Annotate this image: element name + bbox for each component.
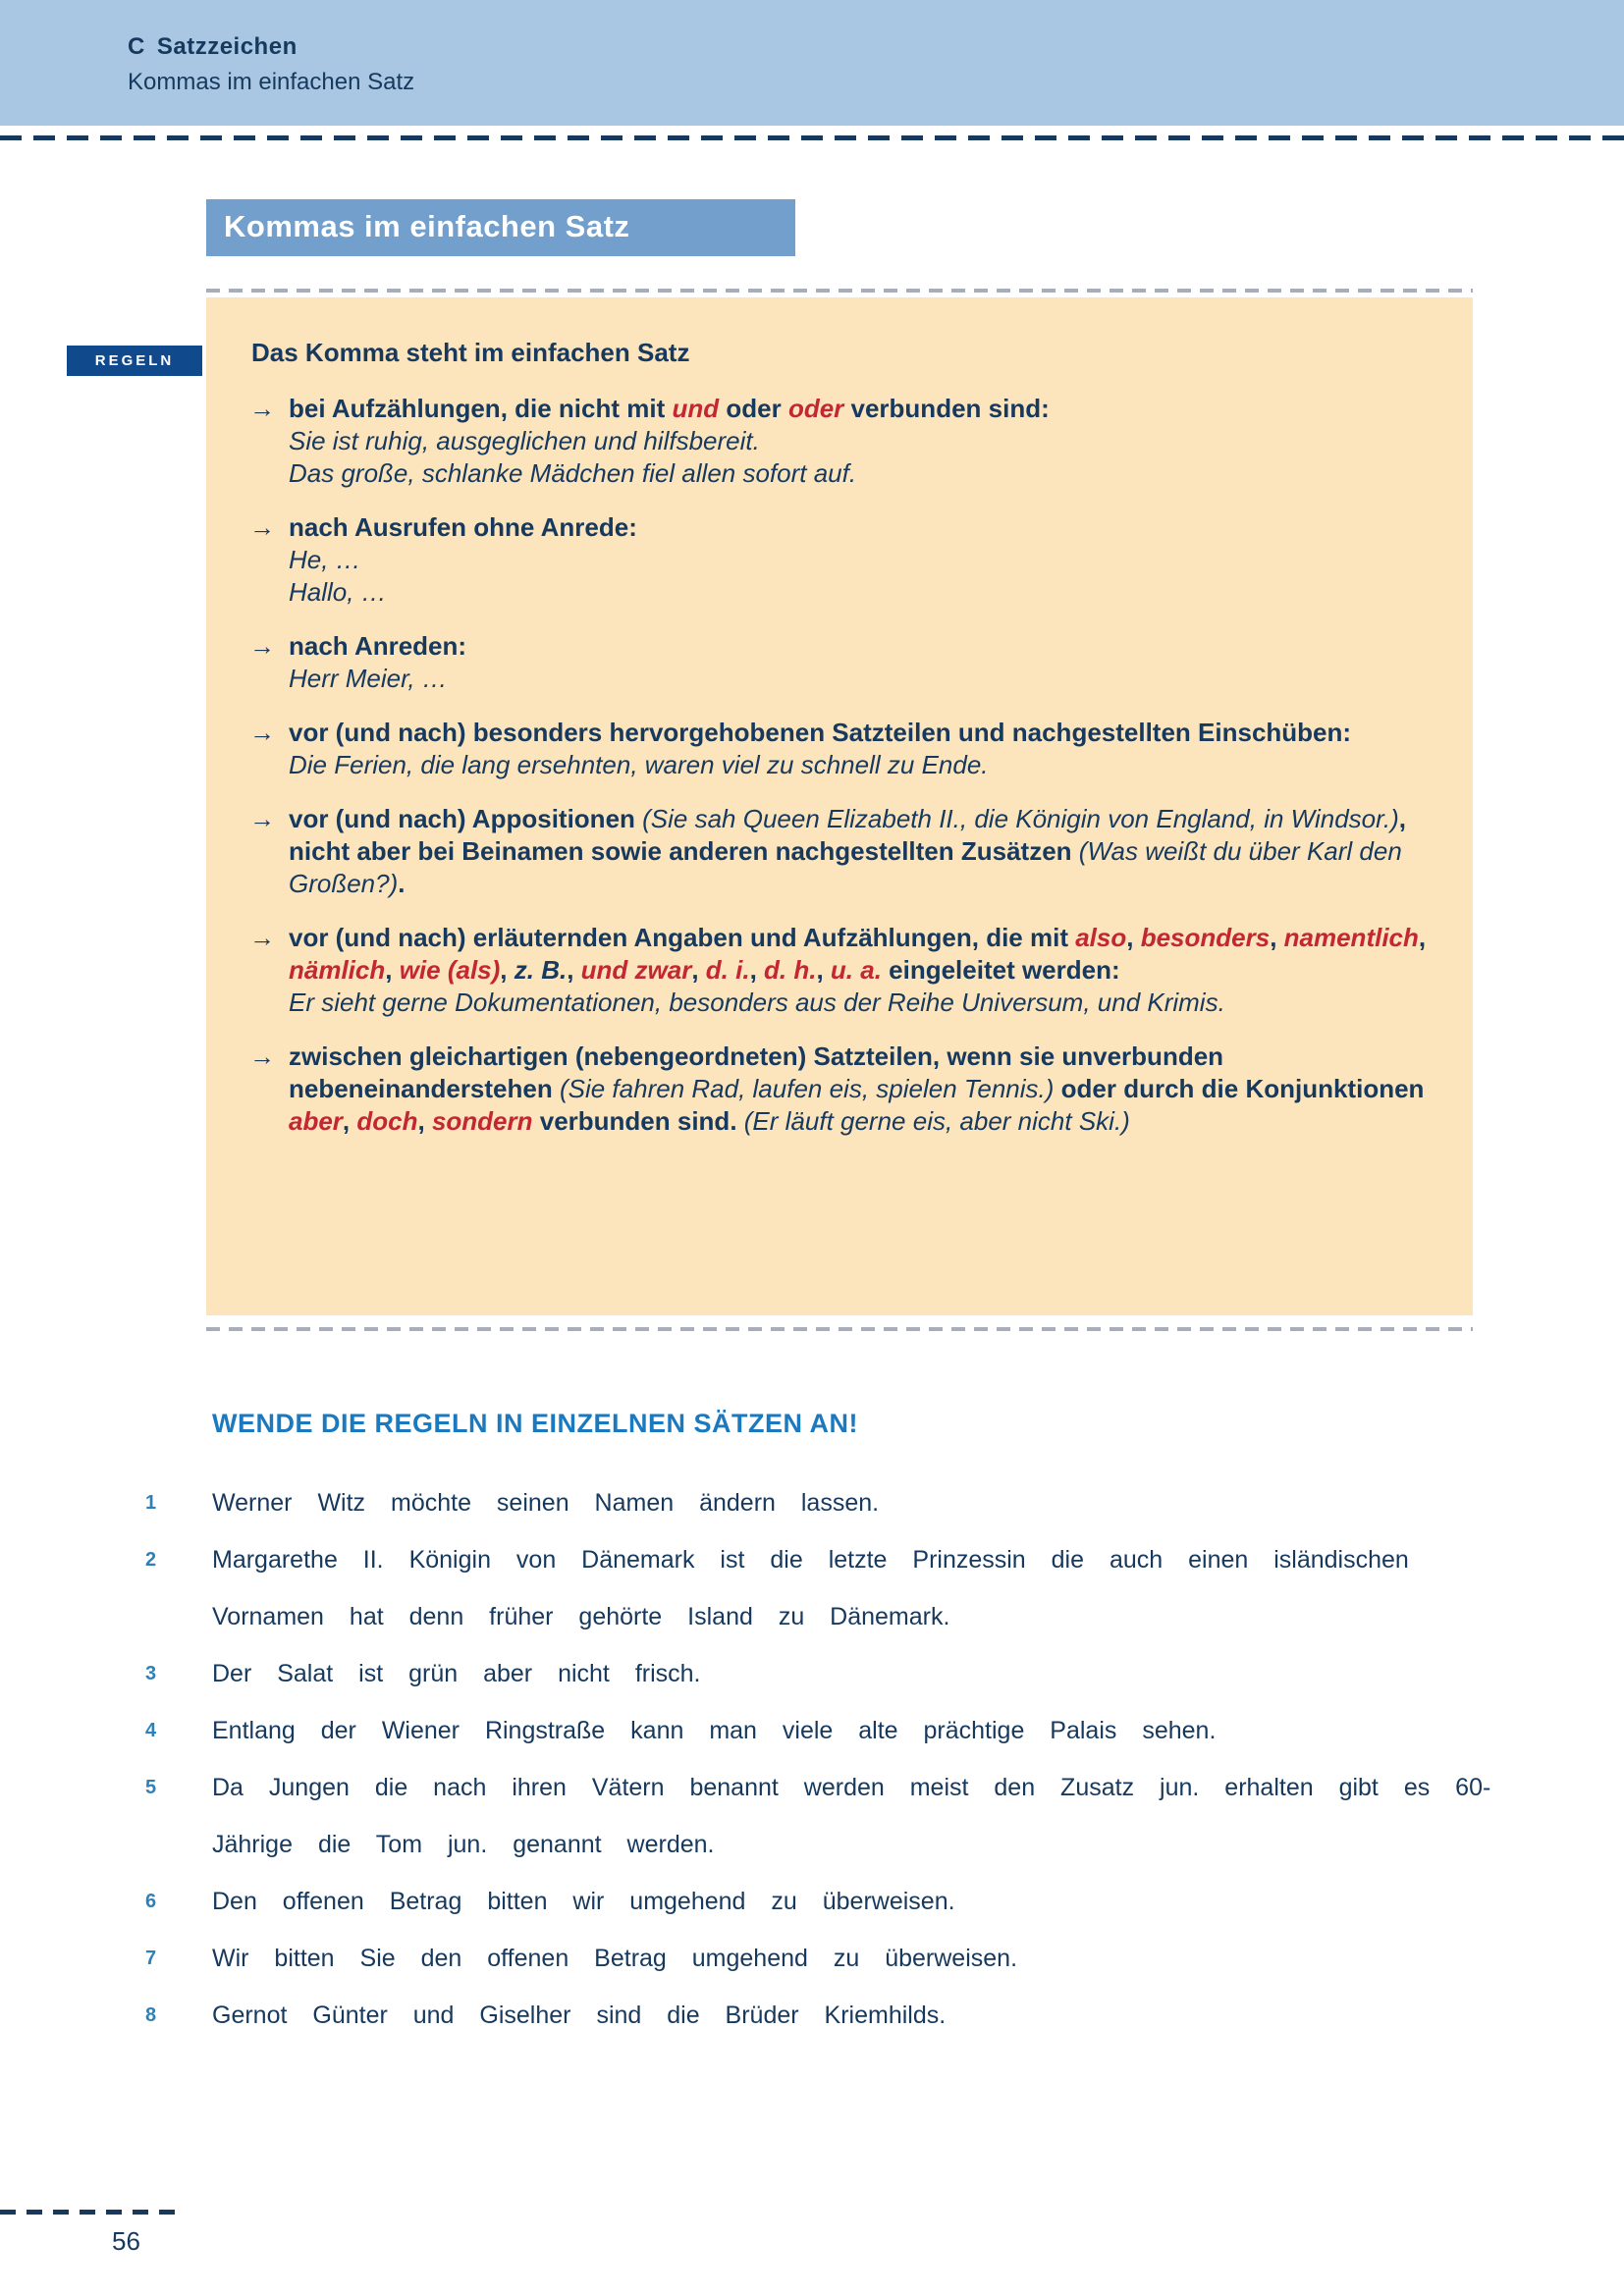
arrow-icon: →: [249, 394, 275, 423]
arrow-icon: →: [249, 718, 275, 747]
rule-segment: d. h.: [764, 955, 817, 985]
rule-segment: (Sie sah Queen Elizabeth II., die Königin von England, in Windsor.): [642, 804, 1399, 833]
rule-item: [251, 1041, 1430, 1138]
rule-example: Sie ist ruhig, ausgeglichen und hilfsbereit.: [289, 426, 760, 455]
rule-segment: d. i.: [705, 955, 750, 985]
rule-item: [251, 630, 1430, 695]
chapter-letter: C: [128, 33, 145, 60]
rule-segment: vor (und nach) besonders hervorgehobenen Satzteilen und nachgestellten Einschüben:: [289, 718, 1352, 747]
rule-segment: ,: [385, 955, 400, 985]
exercise-item: [145, 1873, 1532, 1930]
chapter-subtitle: Kommas im einfachen Satz: [128, 69, 415, 95]
rule-example: Hallo, …: [289, 577, 387, 607]
exercise-item: [145, 1474, 1532, 1531]
rule-segment: ,: [567, 955, 581, 985]
rules-box-bottom-dash: [206, 1327, 1473, 1331]
exercise-number: 3: [145, 1663, 157, 1684]
rule-text: [289, 393, 1430, 425]
section-title-bar: [206, 199, 795, 256]
footer-dash: [0, 2210, 183, 2215]
exercise-number: 6: [145, 1891, 157, 1912]
regeln-badge: REGELN: [67, 346, 202, 376]
rule-text: [289, 803, 1430, 900]
rule-segment: (Sie fahren Rad, laufen eis, spielen Tennis.): [559, 1074, 1055, 1103]
rule-segment: also: [1075, 923, 1127, 952]
exercise-sentence: Werner Witz möchte seinen Namen ändern lassen.: [212, 1489, 880, 1517]
rule-segment: besonders: [1140, 923, 1271, 952]
exercise-sentence: Gernot Günter und Giselher sind die Brüder Kriemhilds.: [212, 2002, 947, 2029]
exercise-sentence: Wir bitten Sie den offenen Betrag umgehend zu überweisen.: [212, 1945, 1018, 1972]
exercise-sentence: Margarethe II. Königin von Dänemark ist die letzte Prinzessin die auch einen isländischen Vornamen hat denn früher gehörte Island zu Dänemark.: [212, 1546, 1409, 1630]
rule-segment: vor (und nach) Appositionen: [289, 804, 643, 833]
rule-segment: und: [672, 394, 720, 423]
rule-segment: ,: [816, 955, 831, 985]
rule-item: [251, 803, 1430, 900]
rule-segment: ,: [1270, 923, 1284, 952]
rule-segment: (Was weißt du über Karl den Großen?): [289, 836, 1402, 898]
exercise-list: [145, 1474, 1532, 2044]
rule-segment: ,: [1126, 923, 1141, 952]
rule-segment: verbunden sind.: [532, 1106, 744, 1136]
page-title: Kommas im einfachen Satz: [224, 209, 630, 243]
rule-segment: nach Anreden:: [289, 631, 467, 661]
rule-item: [251, 717, 1430, 781]
rule-segment: zwischen gleichartigen (nebengeordneten) Satzteilen, wenn sie unverbunden nebeneinanderstehen: [289, 1041, 1224, 1103]
rule-segment: nämlich: [289, 955, 386, 985]
rule-segment: , nicht aber bei Beinamen sowie anderen nachgestellten Zusätzen: [289, 804, 1406, 866]
rule-text: [289, 1041, 1430, 1138]
rule-segment: eingeleitet werden:: [881, 955, 1120, 985]
rule-segment: ,: [342, 1106, 357, 1136]
rule-segment: aber: [289, 1106, 343, 1136]
dashed-divider-top: [0, 135, 1624, 140]
chapter-title: [128, 33, 414, 61]
rule-example: Herr Meier, …: [289, 664, 448, 693]
page-number: 56: [112, 2226, 140, 2256]
rule-segment: vor (und nach) erläuternden Angaben und Aufzählungen, die mit: [289, 923, 1076, 952]
arrow-icon: →: [249, 923, 275, 952]
rule-segment: bei Aufzählungen, die nicht mit: [289, 394, 673, 423]
rule-example: He, …: [289, 545, 361, 574]
rule-segment: doch: [356, 1106, 418, 1136]
exercise-number: 4: [145, 1720, 157, 1741]
rule-segment: namentlich: [1283, 923, 1419, 952]
rules-list: [251, 393, 1430, 1138]
rule-segment: ,: [417, 1106, 432, 1136]
rule-segment: (Er läuft gerne eis, aber nicht Ski.): [743, 1106, 1130, 1136]
rule-segment: sondern: [431, 1106, 533, 1136]
exercise-item: [145, 1987, 1532, 2044]
exercise-item: [145, 1930, 1532, 1987]
exercise-number: 8: [145, 2004, 157, 2026]
rule-example: Er sieht gerne Dokumentationen, besonders aus der Reihe Universum, und Krimis.: [289, 988, 1225, 1017]
rule-segment: oder durch die Konjunktionen: [1054, 1074, 1425, 1103]
rule-segment: oder: [787, 394, 844, 423]
rule-segment: nach Ausrufen ohne Anrede:: [289, 512, 637, 542]
exercise-number: 7: [145, 1948, 157, 1969]
arrow-icon: →: [249, 1041, 275, 1071]
exercise-sentence: Den offenen Betrag bitten wir umgehend zu überweisen.: [212, 1888, 955, 1915]
header-text-block: [128, 33, 414, 96]
exercise-item: [145, 1531, 1532, 1645]
rule-item: [251, 511, 1430, 609]
rule-item: [251, 393, 1430, 490]
rule-example: Die Ferien, die lang ersehnten, waren viel zu schnell zu Ende.: [289, 750, 989, 779]
rule-segment: z. B.: [514, 955, 568, 985]
exercise-number: 1: [145, 1492, 157, 1514]
exercise-sentence: Da Jungen die nach ihren Vätern benannt werden meist den Zusatz jun. erhalten gibt es 60-Jährige die Tom jun. genannt werden.: [212, 1774, 1491, 1858]
rule-segment: ,: [500, 955, 514, 985]
rule-segment: verbunden sind:: [843, 394, 1050, 423]
rule-text: [289, 630, 1430, 663]
rule-text: [289, 922, 1430, 987]
exercise-heading: WENDE DIE REGELN IN EINZELNEN SÄTZEN AN!: [212, 1409, 859, 1438]
rule-text: [289, 511, 1430, 544]
chapter-name: Satzzeichen: [156, 33, 298, 60]
arrow-icon: →: [249, 512, 275, 542]
rule-text: [289, 717, 1430, 749]
exercise-item: [145, 1645, 1532, 1702]
rule-segment: ,: [749, 955, 765, 985]
rule-segment: .: [398, 869, 406, 898]
rule-segment: ,: [1418, 923, 1427, 952]
rule-example: Das große, schlanke Mädchen fiel allen sofort auf.: [289, 458, 857, 488]
rules-box: [206, 297, 1473, 1315]
exercise-sentence: Entlang der Wiener Ringstraße kann man viele alte prächtige Palais sehen.: [212, 1717, 1217, 1744]
exercise-sentence: Der Salat ist grün aber nicht frisch.: [212, 1660, 701, 1687]
rule-segment: wie (als): [399, 955, 501, 985]
rule-item: [251, 922, 1430, 1019]
rule-segment: u. a.: [830, 955, 882, 985]
arrow-icon: →: [249, 631, 275, 661]
exercise-number: 2: [145, 1549, 157, 1571]
page-header: [0, 0, 1624, 126]
rules-intro: Das Komma steht im einfachen Satz: [251, 338, 690, 367]
rules-box-top-dash: [206, 289, 1473, 293]
rule-segment: und zwar: [580, 955, 692, 985]
exercise-item: [145, 1702, 1532, 1759]
exercise-item: [145, 1759, 1532, 1873]
exercise-number: 5: [145, 1777, 157, 1798]
rule-segment: ,: [691, 955, 706, 985]
arrow-icon: →: [249, 804, 275, 833]
rule-segment: oder: [719, 394, 788, 423]
